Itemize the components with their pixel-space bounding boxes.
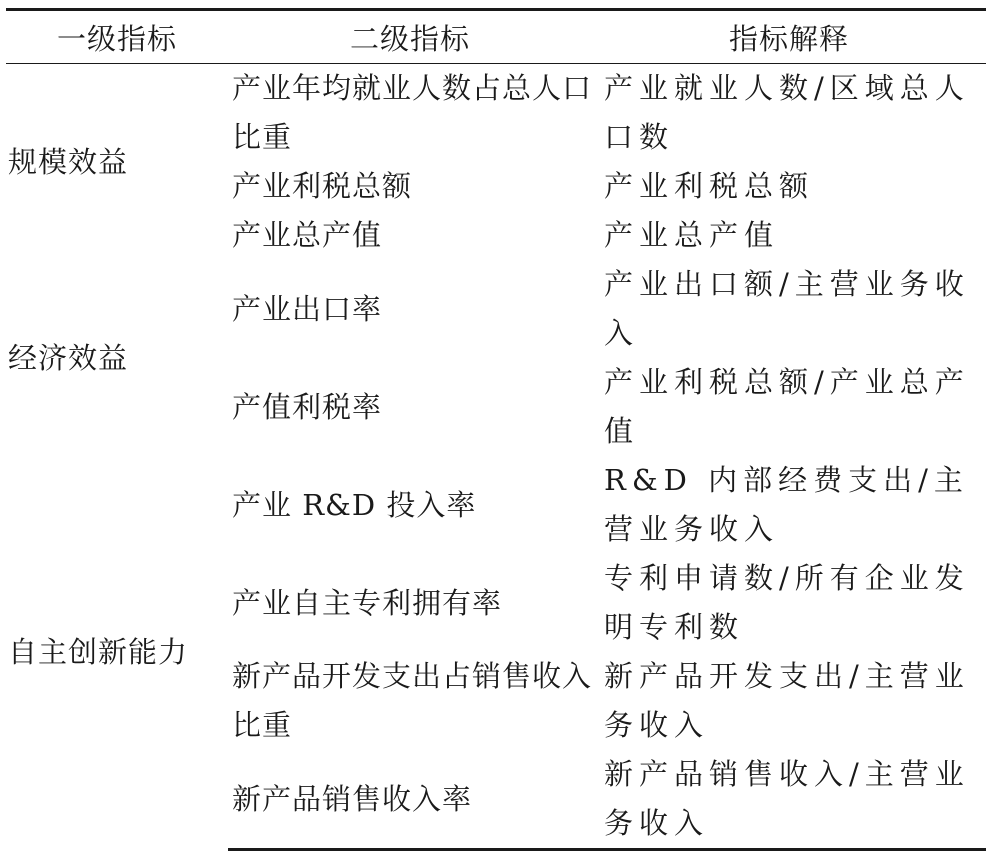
level2-cell: 产业年均就业人数占总人口比重 <box>232 71 593 154</box>
table-row <box>6 456 986 554</box>
explanation-cell: R&D 内部经费支出/主营业务收入 <box>604 463 969 546</box>
explanation-cell: 新产品销售收入/主营业务收入 <box>592 750 986 850</box>
level2-cell: 产业出口率 <box>232 291 383 326</box>
header-level1: 一级指标 <box>6 10 228 64</box>
explanation-cell: 产业利税总额 <box>604 169 815 203</box>
level2-cell: 新产品销售收入率 <box>228 750 592 850</box>
level1-cell: 规模效益 <box>8 144 129 179</box>
level1-cell: 经济效益 <box>8 340 129 375</box>
header-level2: 二级指标 <box>228 10 592 64</box>
explanation-cell: 专利申请数/所有企业发明专利数 <box>604 561 970 644</box>
explanation-cell: 新产品开发支出/主营业务收入 <box>604 659 970 742</box>
table-row <box>6 260 986 358</box>
indicator-table <box>6 8 986 851</box>
level2-cell: 产值利税率 <box>232 389 383 424</box>
explanation-cell: 产业就业人数/区域总人口数 <box>604 71 970 154</box>
explanation-cell: 产业利税总额/产业总产值 <box>604 365 970 448</box>
level2-cell: 产业总产值 <box>232 218 383 252</box>
level2-cell: 产业 R&D 投入率 <box>232 487 477 522</box>
level1-cell: 自主创新能力 <box>8 635 189 670</box>
level2-cell: 新产品开发支出占销售收入比重 <box>232 659 593 742</box>
level2-cell: 产业自主专利拥有率 <box>232 585 503 620</box>
level2-cell: 产业利税总额 <box>232 169 413 203</box>
explanation-cell: 产业出口额/主营业务收入 <box>604 267 970 350</box>
table-header-row <box>6 10 986 64</box>
explanation-cell: 产业总产值 <box>604 218 780 252</box>
table-row <box>6 64 986 163</box>
header-explanation: 指标解释 <box>592 10 986 64</box>
